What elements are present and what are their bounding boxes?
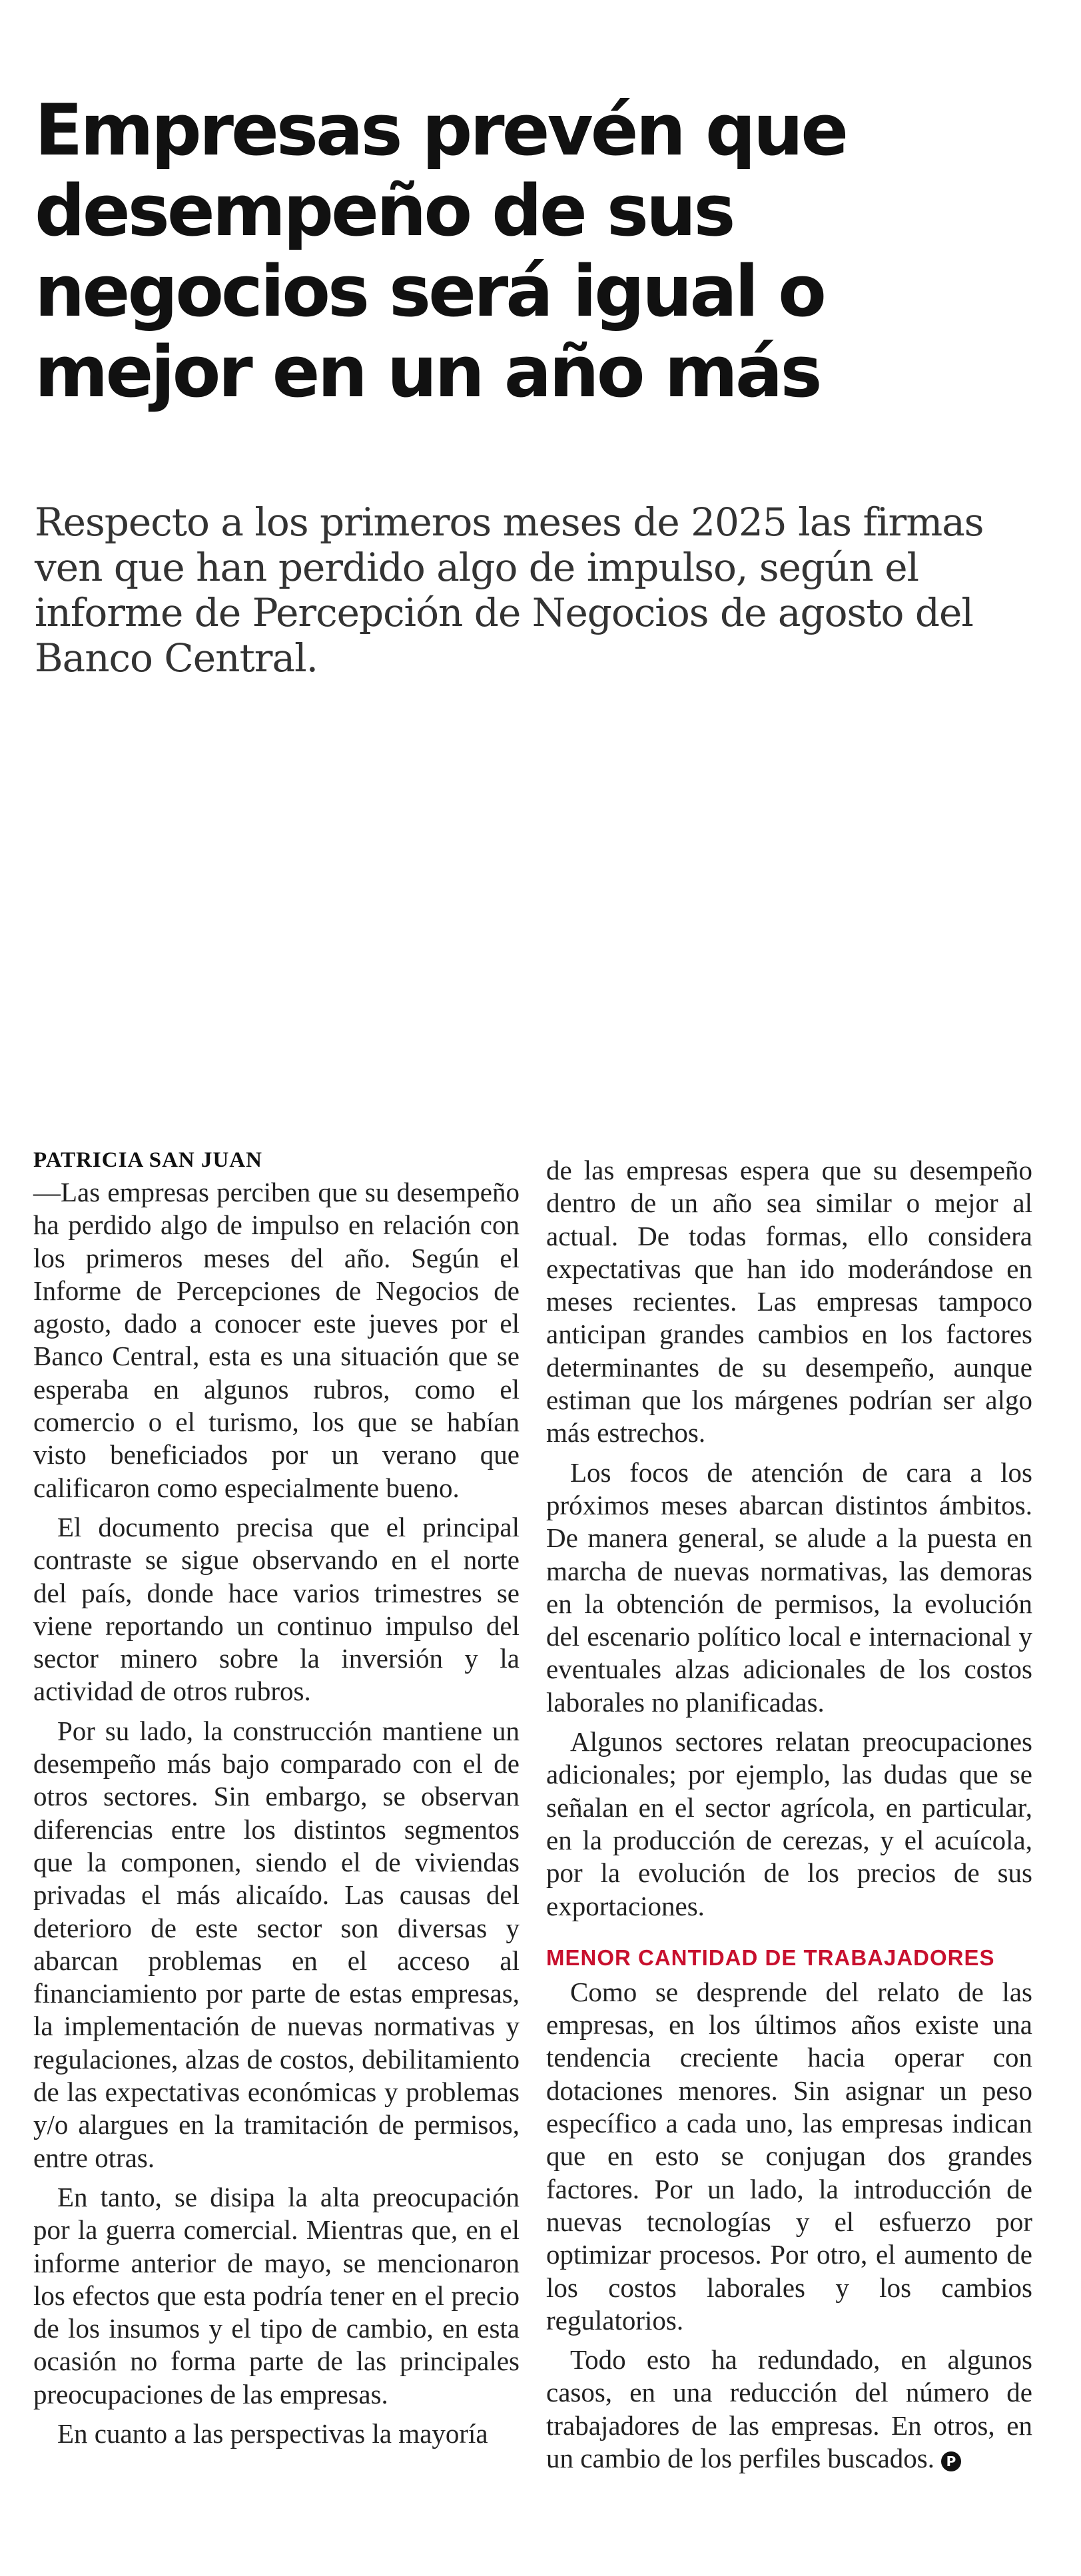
body-paragraph-text: Todo esto ha redundado, en algunos casos, en una reducción del número de trabajadores de las empresas. En otros, en un cambio de los perfiles buscados. xyxy=(546,2344,1032,2473)
article-column-left xyxy=(33,1145,520,2457)
body-paragraph: Por su lado, la construcción mantiene un desempeño más bajo comparado con el de otros sectores. Sin embargo, se observan diferencias entre los distintos segmentos que la componen, siendo el de viviendas privadas el más alicaído. Las causas del deterioro de este sector son diversas y abarcan problemas en el acceso al financiamiento por parte de estas empresas, la implementación de nuevas normativas y regulaciones, alzas de costos, debilitamiento de las expectativas económicas y problemas y/o alargues en la tramitación de permisos, entre otras. xyxy=(33,1715,520,2173)
body-paragraph: —Las empresas perciben que su desempeño ha perdido algo de impulso en relación con los primeros meses del año. Según el Informe de Percepciones de Negocios de agosto, dado a conocer este jueves por el Banco Central, esta es una situación que se esperaba en algunos rubros, como el comercio o el turismo, los que se habían visto beneficiados por un verano que calificaron como especialmente bueno. xyxy=(33,1177,520,1503)
end-mark-icon: P xyxy=(941,2451,961,2471)
section-subhead: MENOR CANTIDAD DE TRABAJADORES xyxy=(546,1945,995,1970)
body-paragraph: Algunos sectores relatan preocupaciones adicionales; por ejemplo, las dudas que se señalan en el sector agrícola, en particular, en la producción de cerezas, y el acuícola, por la evolución de los precios de sus exportaciones. xyxy=(546,1726,1032,1921)
body-paragraph: de las empresas espera que su desempeño dentro de un año sea similar o mejor al actual. De todas formas, ello considera expectativas que han ido moderándose en meses recientes. Las empresas tampoco anticipan grandes cambios en los factores determinantes de su desempeño, aunque estiman que los márgenes podrían ser algo más estrechos. xyxy=(546,1155,1032,1449)
body-paragraph: El documento precisa que el principal contraste se sigue observando en el norte del país, donde hace varios trimestres se viene reportando un continuo impulso del sector minero sobre la inversión y la actividad de otros rubros. xyxy=(33,1511,520,1707)
body-paragraph: En tanto, se disipa la alta preocupación por la guerra comercial. Mientras que, en el informe anterior de mayo, se mencionaron los efectos que esta podría tener en el precio de los insumos y el tipo de cambio, en esta ocasión no forma parte de las principales preocupaciones de las empresas. xyxy=(33,2181,520,2410)
headline: Empresas prevén que desempeño de sus negocios será igual o mejor en un año más xyxy=(35,89,847,413)
article-column-right xyxy=(546,1154,1032,2481)
body-paragraph-last xyxy=(546,2344,1032,2475)
deck-subtitle: Respecto a los primeros meses de 2025 las firmas ven que han perdido algo de impulso, según el informe de Percepción de Negocios de agosto del Banco Central. xyxy=(35,499,984,681)
body-paragraph: En cuanto a las perspectivas la mayoría xyxy=(57,2417,488,2449)
byline: PATRICIA SAN JUAN xyxy=(33,1148,262,1172)
body-paragraph: Como se desprende del relato de las empresas, en los últimos años existe una tendencia creciente hacia operar con dotaciones menores. Sin asignar un peso específico a cada uno, las empresas indican que en esto se conjugan dos grandes factores. Por un lado, la introducción de nuevas tecnologías y el esfuerzo por optimizar procesos. Por otro, el aumento de los costos laborales y los cambios regulatorios. xyxy=(546,1976,1032,2336)
body-paragraph: Los focos de atención de cara a los próximos meses abarcan distintos ámbitos. De manera general, se alude a la puesta en marcha de nuevas normativas, las demoras en la obtención de permisos, la evolución del escenario político local e internacional y eventuales alzas adicionales de los costos laborales no planificadas. xyxy=(546,1456,1032,1718)
